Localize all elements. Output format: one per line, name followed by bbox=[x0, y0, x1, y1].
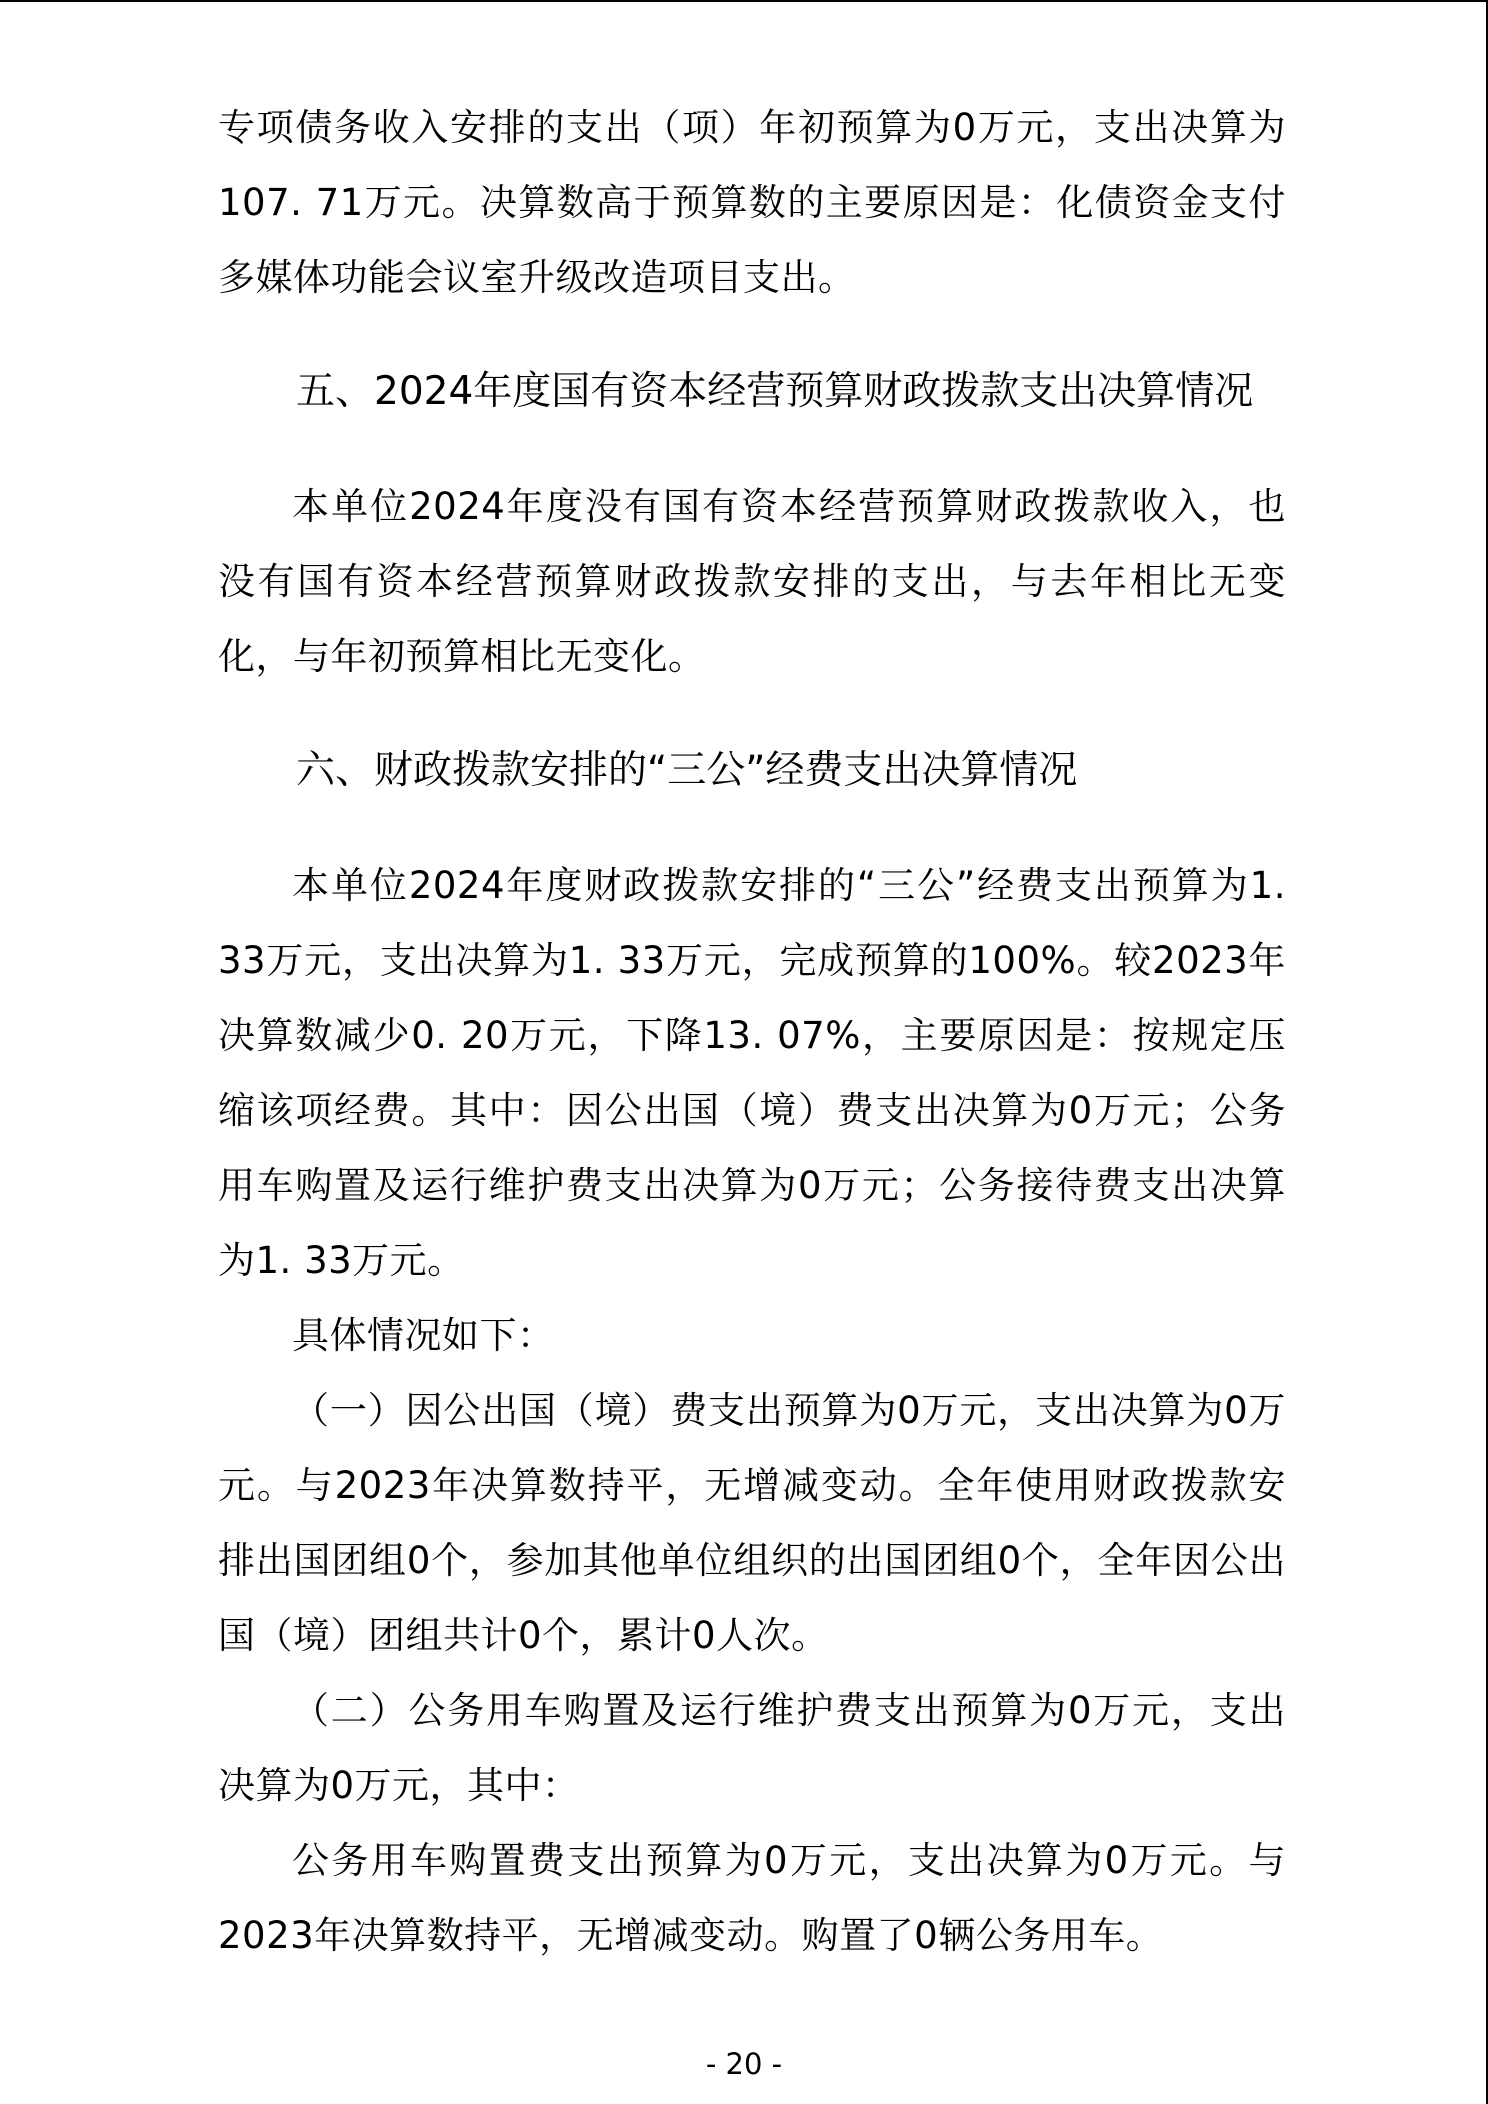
section-heading-6: 六、财政拨款安排的“三公”经费支出决算情况 bbox=[296, 748, 1078, 793]
paragraph-overseas-travel: （一）因公出国（境）费支出预算为0万元，支出决算为0万元。与2023年决算数持平，无增减变动。全年使用财政拨款安排出国团组0个，参加其他单位组织的出国团组0个，全年因公出国（境）团组共计0个，累计0人次。 bbox=[218, 1389, 1286, 1657]
paragraph-details-intro: 具体情况如下： bbox=[292, 1314, 555, 1357]
paragraph-state-capital-budget: 本单位2024年度没有国有资本经营预算财政拨款收入，也没有国有资本经营预算财政拨款安排的支出，与去年相比无变化，与年初预算相比无变化。 bbox=[218, 485, 1286, 678]
paragraph-vehicle-purchase: 公务用车购置费支出预算为0万元，支出决算为0万元。与2023年决算数持平，无增减变动。购置了0辆公务用车。 bbox=[218, 1839, 1286, 1957]
paragraph-official-vehicles: （二）公务用车购置及运行维护费支出预算为0万元，支出决算为0万元，其中： bbox=[218, 1689, 1286, 1807]
paragraph-three-public-expenses: 本单位2024年度财政拨款安排的“三公”经费支出预算为1. 33万元，支出决算为1. 33万元，完成预算的100%。较2023年决算数减少0. 20万元，下降13. 07%，主要原因是：按规定压缩该项经费。其中：因公出国（境）费支出决算为0万元；公务用车购置及运行维护费支出决算为0万元；公务接待费支出决算为1. 33万元。 bbox=[218, 864, 1286, 1282]
paragraph-special-debt-expenditure: 专项债务收入安排的支出（项）年初预算为0万元，支出决算为107. 71万元。决算数高于预算数的主要原因是：化债资金支付多媒体功能会议室升级改造项目支出。 bbox=[218, 106, 1286, 299]
document-body bbox=[218, 90, 1286, 1973]
section-heading-5: 五、2024年度国有资本经营预算财政拨款支出决算情况 bbox=[296, 369, 1254, 414]
page-number: - 20 - bbox=[705, 2047, 783, 2081]
